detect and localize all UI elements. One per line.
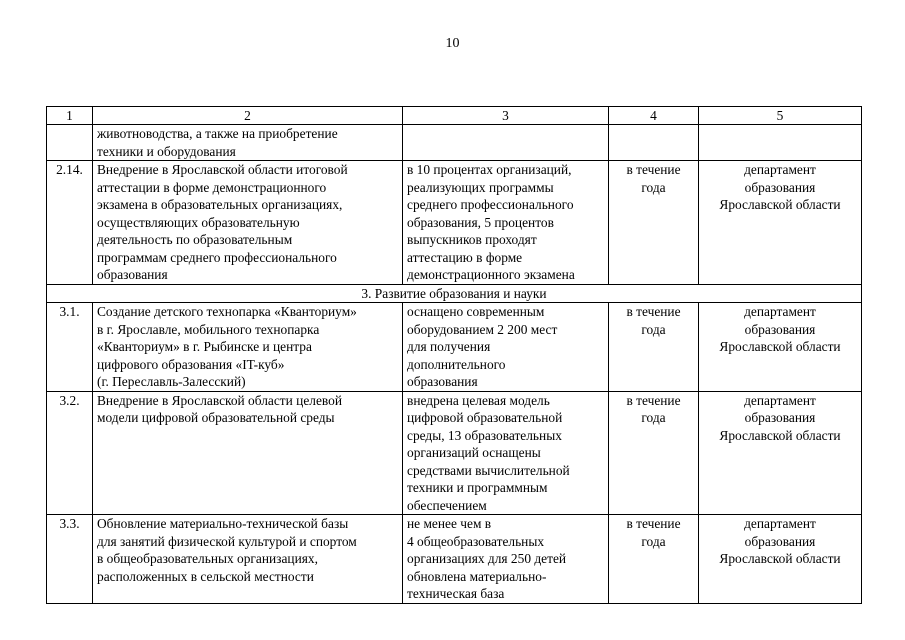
- row-term: [609, 125, 699, 161]
- row-executor: департамент образования Ярославской области: [699, 391, 862, 515]
- row-result: [403, 125, 609, 161]
- row-measure: Создание детского технопарка «Кванториум» в г. Ярославле, мобильного технопарка «Кванториум» в г. Рыбинске и центра цифрового образования «IT-куб» (г. Переславль-Залесский): [93, 303, 403, 392]
- row-number: 3.1.: [47, 303, 93, 392]
- row-number: 3.3.: [47, 515, 93, 604]
- row-measure: Внедрение в Ярославской области итоговой аттестации в форме демонстрационного экзамена в образовательных организациях, осуществляющих образовательную деятельность по образовательным программам среднего профессионального образования: [93, 161, 403, 285]
- row-result: внедрена целевая модель цифровой образовательной среды, 13 образовательных организаций оснащены средствами вычислительной техники и программным обеспечением: [403, 391, 609, 515]
- header-col-1: 1: [47, 107, 93, 125]
- row-result: не менее чем в 4 общеобразовательных организациях для 250 детей обновлена материально- техническая база: [403, 515, 609, 604]
- row-measure: Внедрение в Ярославской области целевой модели цифровой образовательной среды: [93, 391, 403, 515]
- row-executor: департамент образования Ярославской области: [699, 303, 862, 392]
- header-col-5: 5: [699, 107, 862, 125]
- row-number: 3.2.: [47, 391, 93, 515]
- row-executor: департамент образования Ярославской области: [699, 515, 862, 604]
- row-result: в 10 процентах организаций, реализующих программы среднего профессионального образования, 5 процентов выпускников проходят аттестацию в форме демонстрационного экзамена: [403, 161, 609, 285]
- row-term: в течение года: [609, 391, 699, 515]
- row-number: 2.14.: [47, 161, 93, 285]
- row-measure: Обновление материально-технической базы для занятий физической культурой и спортом в общеобразовательных организациях, расположенных в сельской местности: [93, 515, 403, 604]
- row-executor: департамент образования Ярославской области: [699, 161, 862, 285]
- measures-table: [46, 106, 862, 604]
- header-row: [47, 107, 862, 125]
- table-row: [47, 161, 862, 285]
- row-term: в течение года: [609, 161, 699, 285]
- header-col-2: 2: [93, 107, 403, 125]
- table-row: [47, 125, 862, 161]
- row-number: [47, 125, 93, 161]
- row-term: в течение года: [609, 303, 699, 392]
- row-measure: животноводства, а также на приобретение техники и оборудования: [93, 125, 403, 161]
- table-row: [47, 515, 862, 604]
- row-executor: [699, 125, 862, 161]
- section-title: 3. Развитие образования и науки: [47, 284, 862, 303]
- row-term: в течение года: [609, 515, 699, 604]
- section-row: [47, 284, 862, 303]
- row-result: оснащено современным оборудованием 2 200 мест для получения дополнительного образования: [403, 303, 609, 392]
- table-row: [47, 391, 862, 515]
- table-row: [47, 303, 862, 392]
- header-col-4: 4: [609, 107, 699, 125]
- header-col-3: 3: [403, 107, 609, 125]
- page-number: 10: [445, 36, 460, 51]
